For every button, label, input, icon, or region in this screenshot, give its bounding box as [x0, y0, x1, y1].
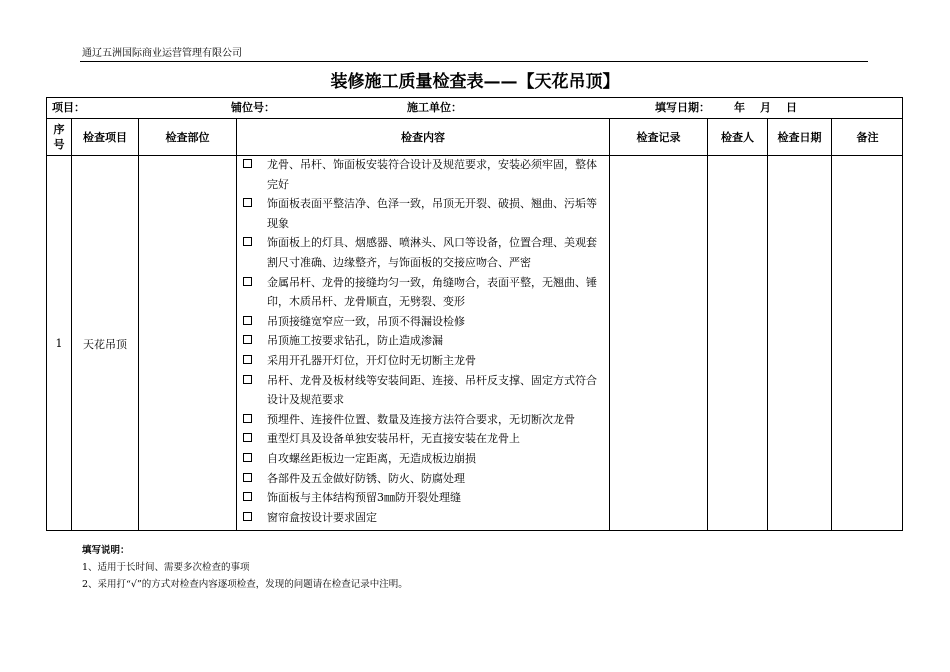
content-text: 自攻螺丝距板边一定距离，无造成板边崩损	[267, 451, 476, 465]
row-item: 天花吊顶	[83, 337, 127, 351]
year-label: 年	[734, 101, 745, 114]
list-item	[243, 194, 605, 233]
checkbox-icon[interactable]	[243, 453, 252, 462]
list-item	[243, 449, 605, 469]
list-item	[243, 312, 605, 332]
content-text: 重型灯具及设备单独安装吊杆，无直接安装在龙骨上	[267, 432, 520, 446]
checkbox-icon[interactable]	[243, 375, 252, 384]
company-name: 通辽五洲国际商业运营管理有限公司	[82, 48, 242, 59]
inspection-content-list	[243, 155, 605, 527]
content-text: 采用开孔器开灯位，开灯位时无切断主龙骨	[267, 353, 476, 367]
list-item	[243, 371, 605, 410]
checkbox-icon[interactable]	[243, 414, 252, 423]
month-label: 月	[760, 101, 771, 114]
header-divider	[80, 61, 868, 62]
list-item	[243, 155, 605, 194]
list-item	[243, 488, 605, 508]
content-text: 金属吊杆、龙骨的接缝均匀一致，角缝吻合，表面平整，无翘曲、锤印，木质吊杆、龙骨顺直，无劈裂、变形	[267, 275, 597, 309]
column-divider	[767, 118, 768, 531]
info-row	[46, 97, 903, 118]
column-divider	[609, 118, 610, 531]
checkbox-icon[interactable]	[243, 198, 252, 207]
column-divider	[707, 118, 708, 531]
list-item	[243, 233, 605, 272]
content-text: 窗帘盒按设计要求固定	[267, 510, 377, 524]
content-text: 吊杆、龙骨及板材线等安装间距、连接、吊杆反支撑、固定方式符合设计及规范要求	[267, 373, 597, 407]
column-header-inspector: 检查人	[721, 131, 754, 144]
page-title: 装修施工质量检查表——【天花吊顶】	[330, 72, 620, 92]
notes-title: 填写说明：	[82, 545, 130, 556]
checkbox-icon[interactable]	[243, 473, 252, 482]
list-item	[243, 273, 605, 312]
content-text: 各部件及五金做好防锈、防火、防腐处理	[267, 471, 465, 485]
checkbox-icon[interactable]	[243, 277, 252, 286]
column-header-date: 检查日期	[777, 131, 822, 144]
list-item	[243, 410, 605, 430]
column-divider	[831, 118, 832, 531]
checkbox-icon[interactable]	[243, 492, 252, 501]
column-header-seq: 序号	[53, 123, 65, 151]
list-item	[243, 429, 605, 449]
list-item	[243, 331, 605, 351]
checkbox-icon[interactable]	[243, 433, 252, 442]
fill-instructions	[82, 542, 408, 593]
column-header-item: 检查项目	[83, 131, 127, 144]
column-divider	[236, 118, 237, 531]
column-header-remark: 备注	[856, 131, 879, 144]
content-text: 饰面板与主体结构预留3㎜防开裂处理缝	[267, 491, 461, 505]
list-item	[243, 351, 605, 371]
shop-number-label: 铺位号：	[231, 101, 275, 114]
checkbox-icon[interactable]	[243, 159, 252, 168]
column-divider	[138, 118, 139, 531]
list-item	[243, 469, 605, 489]
column-header-content: 检查内容	[401, 131, 445, 144]
checkbox-icon[interactable]	[243, 512, 252, 521]
note-item: 1、适用于长时间、需要多次检查的事项	[82, 562, 250, 573]
content-text: 饰面板上的灯具、烟感器、喷淋头、风口等设备，位置合理、美观套割尺寸准确、边缘整齐，与饰面板的交接应吻合、严密	[267, 236, 597, 269]
column-header-record: 检查记录	[636, 131, 681, 144]
project-label: 项目：	[52, 101, 85, 114]
content-text: 预埋件、连接件位置、数量及连接方法符合要求，无切断次龙骨	[267, 412, 575, 426]
contractor-label: 施工单位：	[407, 101, 462, 114]
list-item	[243, 508, 605, 528]
content-text: 吊顶施工按要求钻孔，防止造成渗漏	[267, 334, 443, 348]
row-seq: 1	[55, 337, 63, 350]
fill-date-label: 填写日期：	[655, 101, 710, 114]
note-item: 2、采用打“√”的方式对检查内容逐项检查，发现的问题请在检查记录中注明。	[82, 579, 408, 590]
day-label: 日	[786, 101, 797, 114]
checkbox-icon[interactable]	[243, 355, 252, 364]
content-text: 饰面板表面平整洁净、色泽一致，吊顶无开裂、破损、翘曲、污垢等现象	[267, 197, 597, 230]
column-header-location: 检查部位	[165, 131, 210, 144]
content-text: 吊顶接缝宽窄应一致，吊顶不得漏设检修	[267, 314, 465, 328]
content-text: 龙骨、吊杆、饰面板安装符合设计及规范要求，安装必须牢固，整体完好	[267, 158, 597, 191]
checkbox-icon[interactable]	[243, 237, 252, 246]
checkbox-icon[interactable]	[243, 316, 252, 325]
checkbox-icon[interactable]	[243, 335, 252, 344]
